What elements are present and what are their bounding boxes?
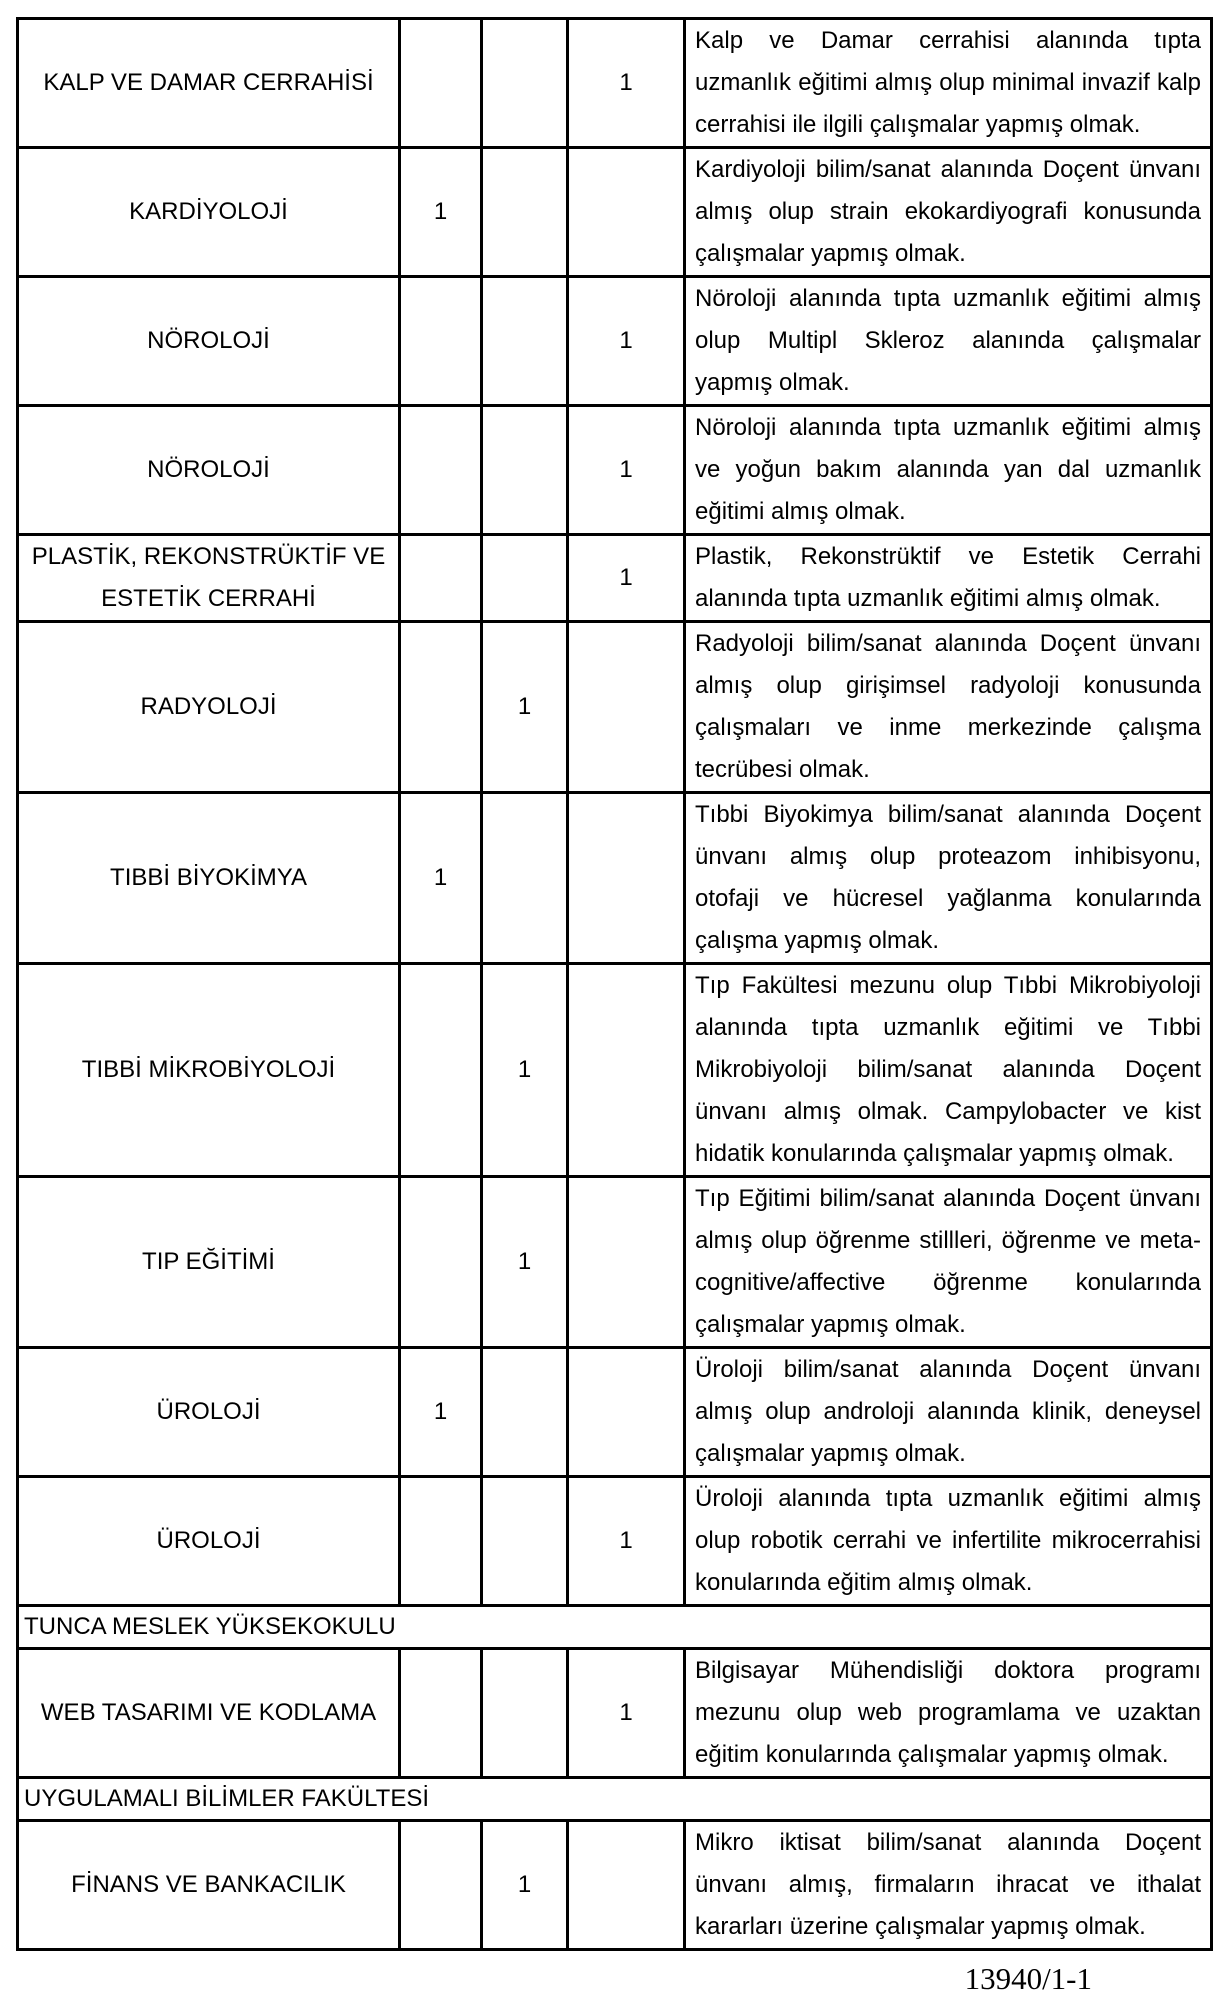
count-cell-2 xyxy=(482,277,568,406)
description-cell: Üroloji alanında tıpta uzmanlık eğitimi almış olup robotik cerrahi ve infertilite mikrocerrahisi konularında eğitim almış olmak. xyxy=(685,1477,1212,1606)
count-cell-1 xyxy=(400,535,482,622)
count-cell-3 xyxy=(568,148,685,277)
count-cell-2 xyxy=(482,406,568,535)
count-cell-1 xyxy=(400,406,482,535)
position-row xyxy=(18,535,1212,622)
description-cell: Kardiyoloji bilim/sanat alanında Doçent ünvanı almış olup strain ekokardiyografi konusunda çalışmalar yapmış olmak. xyxy=(685,148,1212,277)
count-cell-3: 1 xyxy=(568,19,685,148)
count-cell-1 xyxy=(400,277,482,406)
count-cell-3: 1 xyxy=(568,1477,685,1606)
department-cell: TIBBİ MİKROBİYOLOJİ xyxy=(18,964,400,1177)
count-cell-3 xyxy=(568,1177,685,1348)
position-row xyxy=(18,19,1212,148)
count-cell-2 xyxy=(482,1477,568,1606)
description-cell: Tıp Eğitimi bilim/sanat alanında Doçent ünvanı almış olup öğrenme stillleri, öğrenme ve meta-cognitive/affective öğrenme konularında çalışmalar yapmış olmak. xyxy=(685,1177,1212,1348)
count-cell-3: 1 xyxy=(568,1649,685,1778)
position-row xyxy=(18,1821,1212,1950)
department-cell: ÜROLOJİ xyxy=(18,1348,400,1477)
department-cell: TIP EĞİTİMİ xyxy=(18,1177,400,1348)
description-cell: Üroloji bilim/sanat alanında Doçent ünvanı almış olup androloji alanında klinik, deneysel çalışmalar yapmış olmak. xyxy=(685,1348,1212,1477)
position-row xyxy=(18,148,1212,277)
count-cell-3: 1 xyxy=(568,535,685,622)
position-row xyxy=(18,1177,1212,1348)
position-row xyxy=(18,793,1212,964)
section-header-label: TUNCA MESLEK YÜKSEKOKULU xyxy=(18,1606,1212,1649)
section-header-row xyxy=(18,1778,1212,1821)
position-row xyxy=(18,622,1212,793)
count-cell-2 xyxy=(482,1649,568,1778)
department-cell: KARDİYOLOJİ xyxy=(18,148,400,277)
count-cell-2 xyxy=(482,19,568,148)
position-row xyxy=(18,1477,1212,1606)
count-cell-2: 1 xyxy=(482,622,568,793)
position-row xyxy=(18,277,1212,406)
count-cell-1: 1 xyxy=(400,148,482,277)
count-cell-2: 1 xyxy=(482,1177,568,1348)
description-cell: Tıp Fakültesi mezunu olup Tıbbi Mikrobiyoloji alanında tıpta uzmanlık eğitimi ve Tıbbi Mikrobiyoloji bilim/sanat alanında Doçent ünvanı almış olmak. Campylobacter ve kist hidatik konularında çalışmalar yapmış olmak. xyxy=(685,964,1212,1177)
count-cell-2: 1 xyxy=(482,964,568,1177)
count-cell-2 xyxy=(482,535,568,622)
count-cell-1: 1 xyxy=(400,1348,482,1477)
section-header-label: UYGULAMALI BİLİMLER FAKÜLTESİ xyxy=(18,1778,1212,1821)
position-row xyxy=(18,1649,1212,1778)
department-cell: PLASTİK, REKONSTRÜKTİF VE ESTETİK CERRAHİ xyxy=(18,535,400,622)
department-cell: FİNANS VE BANKACILIK xyxy=(18,1821,400,1950)
description-cell: Mikro iktisat bilim/sanat alanında Doçent ünvanı almış, firmaların ihracat ve ithalat kararları üzerine çalışmalar yapmış olmak. xyxy=(685,1821,1212,1950)
count-cell-3: 1 xyxy=(568,406,685,535)
count-cell-3 xyxy=(568,793,685,964)
count-cell-3 xyxy=(568,1821,685,1950)
count-cell-1 xyxy=(400,964,482,1177)
department-cell: WEB TASARIMI VE KODLAMA xyxy=(18,1649,400,1778)
count-cell-3: 1 xyxy=(568,277,685,406)
department-cell: NÖROLOJİ xyxy=(18,277,400,406)
department-cell: NÖROLOJİ xyxy=(18,406,400,535)
count-cell-2 xyxy=(482,148,568,277)
description-cell: Tıbbi Biyokimya bilim/sanat alanında Doçent ünvanı almış olup proteazom inhibisyonu, otofaji ve hücresel yağlanma konularında çalışma yapmış olmak. xyxy=(685,793,1212,964)
count-cell-1 xyxy=(400,1477,482,1606)
count-cell-3 xyxy=(568,622,685,793)
department-cell: KALP VE DAMAR CERRAHİSİ xyxy=(18,19,400,148)
count-cell-3 xyxy=(568,964,685,1177)
count-cell-2: 1 xyxy=(482,1821,568,1950)
position-row xyxy=(18,1348,1212,1477)
section-header-row xyxy=(18,1606,1212,1649)
count-cell-1 xyxy=(400,19,482,148)
description-cell: Radyoloji bilim/sanat alanında Doçent ünvanı almış olup girişimsel radyoloji konusunda çalışmaları ve inme merkezinde çalışma tecrübesi olmak. xyxy=(685,622,1212,793)
department-cell: RADYOLOJİ xyxy=(18,622,400,793)
description-cell: Plastik, Rekonstrüktif ve Estetik Cerrahi alanında tıpta uzmanlık eğitimi almış olmak. xyxy=(685,535,1212,622)
positions-table-body xyxy=(18,19,1212,1950)
count-cell-2 xyxy=(482,793,568,964)
count-cell-1 xyxy=(400,1177,482,1348)
count-cell-1 xyxy=(400,1821,482,1950)
count-cell-1: 1 xyxy=(400,793,482,964)
position-row xyxy=(18,406,1212,535)
page-number: 13940/1-1 xyxy=(964,1961,1092,1996)
position-row xyxy=(18,964,1212,1177)
count-cell-2 xyxy=(482,1348,568,1477)
count-cell-1 xyxy=(400,622,482,793)
department-cell: ÜROLOJİ xyxy=(18,1477,400,1606)
department-cell: TIBBİ BİYOKİMYA xyxy=(18,793,400,964)
description-cell: Nöroloji alanında tıpta uzmanlık eğitimi almış ve yoğun bakım alanında yan dal uzmanlık eğitimi almış olmak. xyxy=(685,406,1212,535)
count-cell-1 xyxy=(400,1649,482,1778)
description-cell: Nöroloji alanında tıpta uzmanlık eğitimi almış olup Multipl Skleroz alanında çalışmalar yapmış olmak. xyxy=(685,277,1212,406)
count-cell-3 xyxy=(568,1348,685,1477)
description-cell: Bilgisayar Mühendisliği doktora programı mezunu olup web programlama ve uzaktan eğitim konularında çalışmalar yapmış olmak. xyxy=(685,1649,1212,1778)
description-cell: Kalp ve Damar cerrahisi alanında tıpta uzmanlık eğitimi almış olup minimal invazif kalp cerrahisi ile ilgili çalışmalar yapmış olmak. xyxy=(685,19,1212,148)
positions-table xyxy=(16,17,1213,1951)
